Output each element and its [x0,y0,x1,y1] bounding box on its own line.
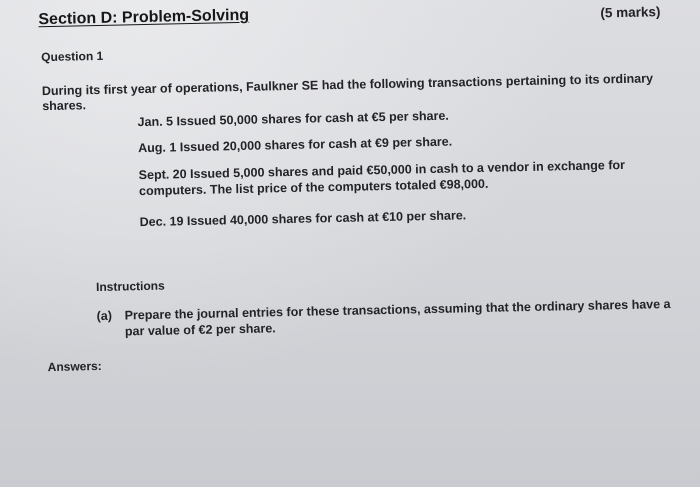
marks-label: (5 marks) [600,4,661,21]
section-title: Section D: Problem-Solving [38,6,250,29]
transaction-sept-line1: Sept. 20 Issued 5,000 shares and paid €50,000 in cash to a vendor in exchange for [138,157,626,183]
question-title: Question 1 [41,48,104,65]
instruction-item-line2: par value of €2 per share. [124,321,276,339]
transaction-sept-line2: computers. The list price of the computers totaled €98,000. [138,176,489,199]
transaction-jan: Jan. 5 Issued 50,000 shares for cash at €5 per share. [137,108,449,130]
question-intro-line1: During its first year of operations, Faulkner SE had the following transactions pertaining to its ordinary [41,71,654,99]
question-intro-line2: shares. [42,98,87,114]
instruction-item-line1: Prepare the journal entries for these transactions, assuming that the ordinary shares have a [124,297,671,323]
instruction-item-label: (a) [96,308,113,324]
instructions-title: Instructions [95,278,165,295]
transaction-aug: Aug. 1 Issued 20,000 shares for cash at €9 per share. [137,134,453,156]
answers-label: Answers: [47,358,102,375]
transaction-dec: Dec. 19 Issued 40,000 shares for cash at €10 per share. [139,208,467,230]
